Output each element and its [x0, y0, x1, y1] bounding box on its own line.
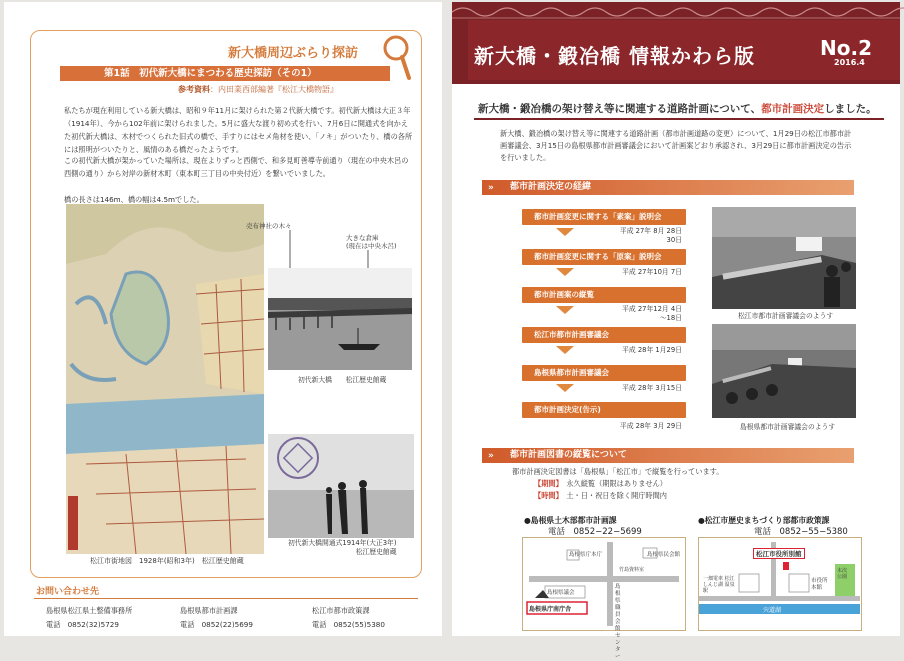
headline-pre: 新大橋・鍛冶橋の架け替え等に関連する道路計画について、	[478, 103, 762, 115]
masthead-title: 新大橋・鍛冶橋 情報かわら版	[474, 44, 755, 68]
contact-tel: 0852(32)5729	[67, 620, 119, 629]
map-label: 末次公園	[837, 568, 848, 580]
intro-paragraph: 新大橋、鍛冶橋の架け替え等に関連する道路計画（都市計画道路の変更）について、1月29日の松江市都市計画審議会、3月15日の島根県都市計画審議会において計画案どおり承認され、3月29日に都市計画決定の告示を行いました。	[500, 129, 852, 162]
hours-text: 土・日・祝日を除く開庁時間内	[566, 491, 667, 500]
contact-item	[46, 604, 132, 632]
photo-shimane-council	[712, 324, 856, 418]
map-label: 島根県民会館	[647, 552, 681, 558]
photo-matsue-council-caption: 松江市都市計画審議会のようす	[738, 312, 834, 320]
contact-item	[180, 604, 253, 632]
photo-shimane-council-caption: 島根県都市計画審議会のようす	[740, 423, 836, 431]
arrow-down-icon	[556, 228, 574, 236]
section-heading-label: 都市計画図書の縦覧について	[510, 450, 627, 460]
arrow-down-icon	[556, 384, 574, 392]
photo-opening-ceremony-caption	[288, 539, 397, 557]
photo2-caption-line2: 松江歴史館蔵	[355, 548, 397, 556]
viewing-hours	[534, 491, 667, 501]
map-label: 一畑電車 松江しんじ湖 温泉駅	[703, 576, 735, 594]
timeline-step: 都市計画変更に関する「素案」説明会	[522, 209, 686, 225]
episode-banner: 第1話 初代新大橋にまつわる歴史探訪（その1）	[60, 66, 390, 81]
map-label: 島根県庁本庁	[569, 552, 603, 558]
body-paragraph-1: 私たちが現在利用している新大橋は、昭和９年11月に架けられた第２代新大橋です。初代新大橋は大正３年（1914年）、今から102年前に架けられました。5月に盛大な渡り初め式を行い、7月6日に開通式を向かえた初代新大橋は、木材でつくられた旧式の橋で、手すりにはセメ角材を使い、「ノキ」がついたり、橋の各所には照明がついたりと、風情のある橋だったようです。	[64, 106, 413, 154]
arrow-down-icon	[556, 306, 574, 314]
annotation-shrine: 売布神社の木々	[246, 222, 292, 230]
photo-first-bridge	[268, 268, 412, 370]
timeline-date: 平成 28年 1月29日	[622, 346, 682, 354]
map-label-highlight: 松江市役所別館	[753, 548, 805, 559]
map-label-highlight: 島根県庁南庁舎	[529, 606, 572, 613]
contact-divider	[34, 598, 418, 599]
period-text: 永久縦覧（期限はありません）	[566, 479, 667, 488]
timeline-date	[582, 227, 682, 245]
office-name: ●松江市歴史まちづくり部都市政策課	[698, 516, 830, 525]
office-tel: 電話 0852−55−5380	[754, 527, 848, 537]
issue-number: No.2	[820, 36, 872, 60]
timeline-date	[582, 305, 682, 323]
photo2-caption-line1: 初代新大橋開通式1914年(大正3年)	[288, 539, 397, 547]
contact-title: お問い合わせ先	[36, 587, 100, 597]
map-label: 島根県議会	[547, 590, 575, 596]
timeline-date: 平成 28年 3月15日	[622, 384, 682, 392]
timeline-step: 都市計画決定(告示)	[522, 402, 686, 418]
annotation-warehouse-line1: 大きな倉庫	[346, 234, 379, 242]
reference-note	[178, 84, 338, 95]
timeline-date-line1: 平成 27年 8月 28日	[619, 227, 682, 235]
timeline-date: 平成 28年 3月 29日	[619, 422, 682, 430]
map-label: 島根県職員会館センター	[615, 584, 621, 660]
body-paragraph-2: この初代新大橋が架かっていた場所は、現在よりずっと西側で、和多見町善導寺前通り（現在の中央木呂の西側の通り）から対岸の新材木町（東本町三丁目の中央付近）を繋いでいました。	[64, 156, 409, 178]
timeline-step: 松江市都市計画審議会	[522, 327, 686, 343]
issue-date: 2016.4	[834, 58, 865, 67]
headline-rule	[474, 118, 884, 120]
location-map-city	[698, 537, 862, 631]
contact-name: 島根県都市計画課	[180, 606, 238, 615]
timeline-step: 都市計画案の縦覧	[522, 287, 686, 303]
map-caption: 松江市街地図 1928年(昭和3年) 松江歴史館蔵	[90, 557, 244, 565]
feature-title: 新大橋周辺ぶらり探訪	[228, 46, 359, 61]
timeline-step: 都市計画変更に関する「原案」説明会	[522, 249, 686, 265]
period-label: 【期間】	[534, 479, 560, 488]
timeline-date-line1: 平成 27年12月 4日	[622, 305, 682, 313]
timeline-step: 島根県都市計画審議会	[522, 365, 686, 381]
timeline-date-line2: 30日	[666, 236, 682, 244]
photo-first-bridge-caption: 初代新大橋 松江歴史館蔵	[298, 376, 387, 384]
map-label: 宍道湖	[763, 607, 782, 614]
contact-name: 松江市都市政策課	[312, 606, 370, 615]
office-name: ●島根県土木部都市計画課	[524, 516, 617, 525]
chevron-right-icon: »	[488, 451, 494, 461]
section-heading-label: 都市計画決定の経緯	[510, 182, 592, 192]
map-label: 竹島資料室	[619, 567, 645, 573]
hours-label: 【時間】	[534, 491, 560, 500]
annotation-warehouse-line2: (現在は中央木呂)	[346, 242, 397, 250]
headline-emphasis: 都市計画決定	[761, 103, 825, 115]
body-paragraph-3: 橋の長さは146m、橋の幅は4.5mでした。	[64, 195, 204, 204]
reference-text: ：内田業西部編著『松江大橋物語』	[210, 85, 338, 94]
contact-tel-label: 電話	[46, 620, 61, 629]
section-heading-history	[482, 180, 854, 195]
section-heading-viewing	[482, 448, 854, 463]
headline	[478, 101, 877, 116]
chevron-right-icon: »	[488, 183, 494, 193]
contact-tel: 0852(22)5699	[201, 620, 253, 629]
historic-city-map	[66, 204, 264, 554]
timeline-date: 平成 27年10月 7日	[622, 268, 682, 276]
contact-tel: 0852(55)5380	[333, 620, 385, 629]
contact-tel-label: 電話	[312, 620, 327, 629]
viewing-period	[534, 479, 667, 489]
arrow-down-icon	[556, 268, 574, 276]
reference-label: 参考資料	[178, 85, 210, 94]
contact-name: 島根県松江県土整備事務所	[46, 606, 133, 615]
map-label: 市役所 本館	[811, 578, 828, 591]
contact-item	[312, 604, 385, 632]
timeline-date-line2: 〜18日	[659, 314, 682, 322]
location-map-prefecture	[522, 537, 686, 660]
arrow-down-icon	[556, 346, 574, 354]
photo-matsue-council	[712, 207, 856, 309]
headline-post: しました。	[824, 103, 877, 115]
contact-tel-label: 電話	[180, 620, 195, 629]
photo-opening-ceremony	[268, 434, 414, 538]
office-tel: 電話 0852−22−5699	[548, 527, 642, 537]
viewing-text: 都市計画決定図書は「島根県」「松江市」で縦覧を行っています。	[512, 467, 724, 476]
masthead-pattern	[452, 2, 900, 22]
